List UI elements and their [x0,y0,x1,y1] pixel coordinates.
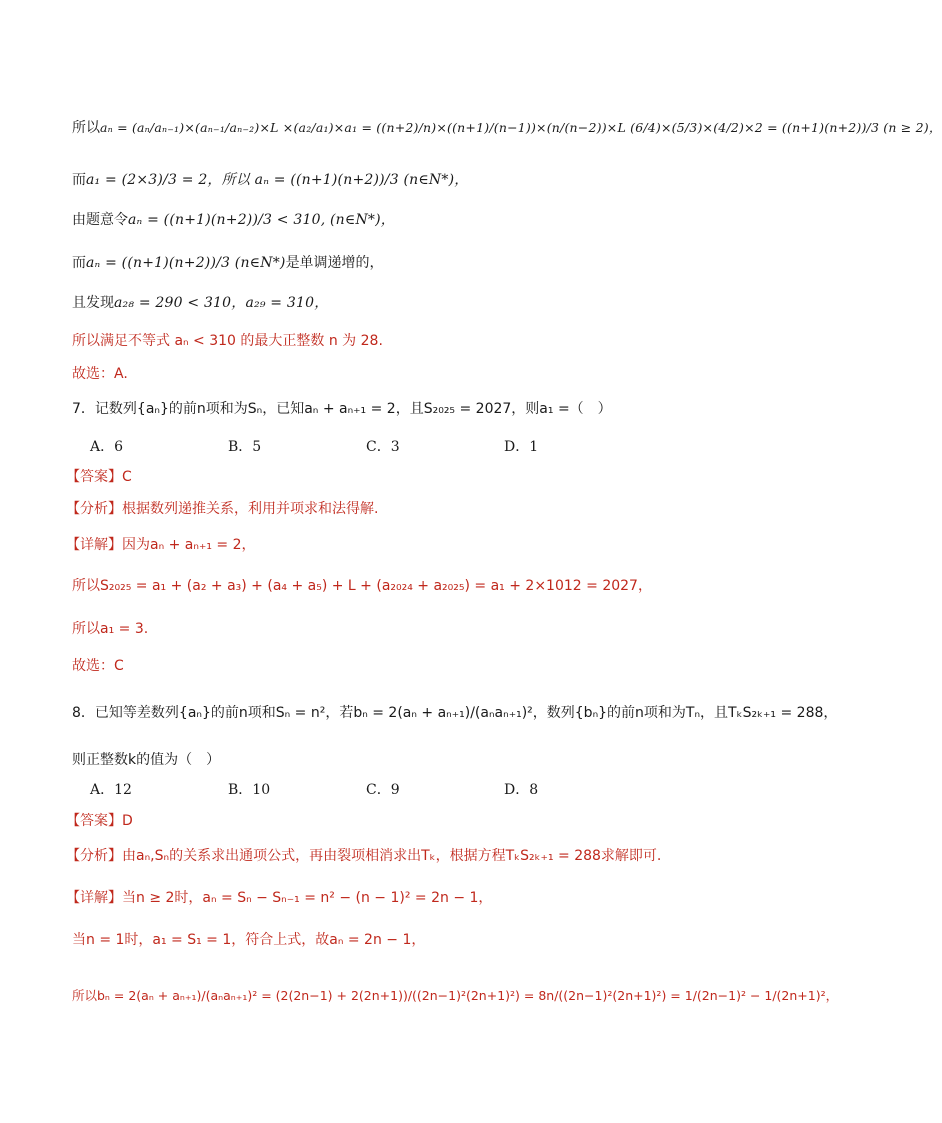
q7-stem: 7．记数列{aₙ}的前n项和为Sₙ，已知aₙ + aₙ₊₁ = 2，且S₂₀₂₅ = 2027，则a₁ =（ ） [72,401,612,417]
q7-option-d: D．1 [504,439,539,455]
q8-detail-line1: 当n ≥ 2时，aₙ = Sₙ − Sₙ₋₁ = n² − (n − 1)² = 2n − 1， [122,890,493,906]
q8-answer-tag: 【答案】 [66,813,122,829]
q6-line1-math: aₙ = (aₙ/aₙ₋₁)×(aₙ₋₁/aₙ₋₂)×L ×(a₂/a₁)×a₁ = ((n+2)/n)×((n+1)/(n−1))×(n/(n−2))×L (6/4)×(5/3)×(4/2)×2 = ((n+1)(n+2))/3 (n ≥ 2)， [100,120,942,135]
q8-analysis-text: 由aₙ,Sₙ的关系求出通项公式，再由裂项相消求出Tₖ，根据方程TₖS₂ₖ₊₁ = 288求解即可. [122,848,662,864]
q8-answer [66,811,133,831]
q8-detail-1 [66,888,492,908]
q6-line4-math: aₙ = ((n+1)(n+2))/3 (n∈N*) [86,255,286,271]
q7-option-c: C．3 [366,439,400,455]
q6-line-3 [72,210,395,230]
q8-option-a: A．12 [90,782,132,798]
q7-answer-tag: 【答案】 [66,469,122,485]
q7-detail-tag: 【详解】 [66,537,122,553]
q6-line5-prefix: 且发现 [72,295,114,311]
q8-analysis-tag: 【分析】 [66,848,122,864]
q8-detail-tag: 【详解】 [66,890,122,906]
q7-option-a: A．6 [90,439,124,455]
q7-detail-3: 所以a₁ = 3. [72,621,149,637]
q7-detail-line1: 因为aₙ + aₙ₊₁ = 2， [122,537,256,553]
q8-option-b: B．10 [228,782,271,798]
q8-answer-value: D [122,813,133,829]
q6-line4-suffix: 是单调递增的， [285,255,384,271]
q7-answer [66,467,132,487]
q7-options [90,436,642,456]
q6-line1-prefix: 所以 [72,120,100,136]
q8-option-d: D．8 [504,782,539,798]
q8-stem-1: 8．已知等差数列{aₙ}的前n项和Sₙ = n²，若bₙ = 2(aₙ + aₙ₊₁)/(aₙaₙ₊₁)²，数列{bₙ}的前n项和为Tₙ，且TₖS₂ₖ₊₁ = 288， [72,705,838,721]
q8-options [90,779,642,799]
q8-detail-2: 当n = 1时，a₁ = S₁ = 1，符合上式，故aₙ = 2n − 1， [72,932,426,948]
q7-analysis-text: 根据数列递推关系，利用并项求和法得解. [122,501,379,517]
q6-line4-prefix: 而 [72,255,86,271]
q6-line2-prefix: 而 [72,172,86,188]
q6-line3-math: aₙ = ((n+1)(n+2))/3 < 310, (n∈N*)， [128,212,395,228]
q8-option-c: C．9 [366,782,400,798]
q7-analysis [66,499,378,519]
q6-line-5 [72,293,328,313]
q7-analysis-tag: 【分析】 [66,501,122,517]
q6-line-2 [72,170,468,190]
q6-line-4 [72,253,384,273]
q7-detail-2: 所以S₂₀₂₅ = a₁ + (a₂ + a₃) + (a₄ + a₅) + L + (a₂₀₂₄ + a₂₀₂₅) = a₁ + 2×1012 = 2027， [72,578,652,594]
q6-line2-math: a₁ = (2×3)/3 = 2，所以 aₙ = ((n+1)(n+2))/3 (n∈N*)， [86,172,469,188]
q7-answer-value: C [122,469,132,485]
q6-line-1 [72,118,942,138]
q6-line5-math: a₂₈ = 290 < 310，a₂₉ = 310， [114,295,329,311]
q8-detail-3: 所以bₙ = 2(aₙ + aₙ₊₁)/(aₙaₙ₊₁)² = (2(2n−1) + 2(2n+1))/((2n−1)²(2n+1)²) = 8n/((2n−1)²(2n+1)²) = 1/(2n−1)² − 1/(2n+1)²， [72,988,839,1003]
q7-option-b: B．5 [228,439,262,455]
q7-detail-4: 故选：C [72,658,124,674]
q6-line-6: 所以满足不等式 aₙ < 310 的最大正整数 n 为 28. [72,333,383,349]
q8-analysis [66,846,661,866]
q6-line-7: 故选：A. [72,366,128,382]
q7-detail-1 [66,535,256,555]
q8-stem-2: 则正整数k的值为（ ） [72,752,221,768]
q6-line3-prefix: 由题意令 [72,212,128,228]
